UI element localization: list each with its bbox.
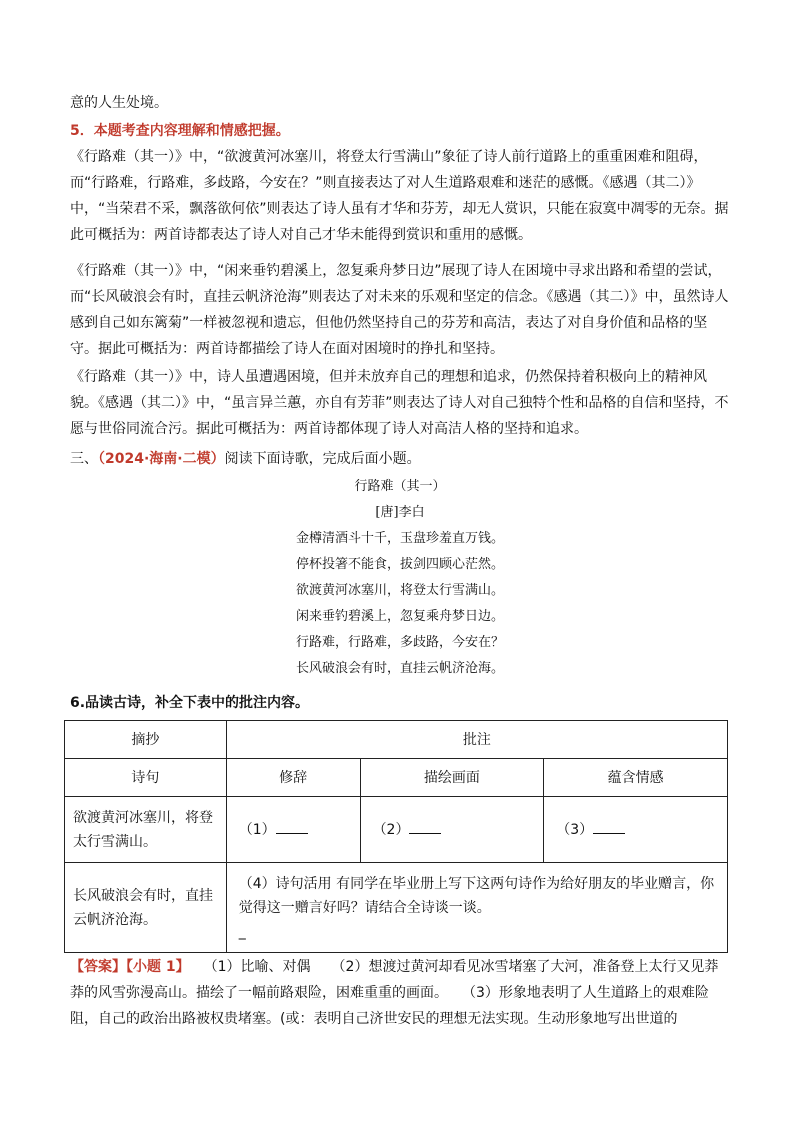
header-line: 诗句 [65,759,227,797]
header-scene: 描绘画面 [360,759,544,797]
section-3-instruction: 阅读下面诗歌，完成后面小题。 [224,451,421,467]
q6-prompt: 6.品读古诗，补全下表中的批注内容。 [70,695,310,711]
row1-blank-2[interactable] [360,797,544,863]
answer-blank [409,819,441,834]
poem-line: 行路难，行路难，多歧路，今安在？ [295,635,504,650]
answer-blank [593,819,625,834]
section-3-prefix: 三、 [70,451,98,467]
row2-dash: _ [238,923,246,940]
poem-line: 欲渡黄河冰塞川，将登太行雪满山。 [295,583,504,598]
section-3-heading [70,446,421,472]
poem-line: 停杯投箸不能食，拔剑四顾心茫然。 [295,557,504,572]
q5-label: 5．本题考查内容理解和情感把握。 [70,123,290,139]
q5-paragraph-2: 《行路难（其一）》中，“闲来垂钓碧溪上，忽复乘舟梦日边”展现了诗人在困境中寻求出路和希望的尝试，而“长风破浪会有时，直挂云帆济沧海”则表达了对未来的乐观和坚定的信念。《感遇（其二）》中，虽然诗人感到自己如东篱菊”一样被忽视和遗忘，但他仍然坚持自己的芬芳和高洁，表达了对自身价值和品格的坚守。据此可概括为：两首诗都描绘了诗人在面对困境时的挣扎和坚持。 [70,263,729,357]
answer-blank [276,819,308,834]
row1-blank-3[interactable] [544,797,728,863]
answer-sub: 【小题 1】 [126,959,183,975]
answer-text: （1）比喻、对偶 （2）想渡过黄河却看见冰雪堵塞了大河，准备登上太行又见莽莽的风雪弥漫高山。描绘了一幅前路艰险，困难重重的画面。 （3）形象地表明了人生道路上的艰难险阻，自己的政治出路被权贵堵塞。(或：表明自己济世安民的理想无法实现。生动形象地写出世道的 [70,959,719,1027]
row1-line: 欲渡黄河冰塞川，将登太行雪满山。 [65,797,227,863]
poem-line: 长风破浪会有时，直挂云帆济沧海。 [295,661,504,676]
blank-label: （3） [556,821,594,838]
poem-title: 行路难（其一） [354,479,446,494]
blank-label: （2） [372,821,410,838]
answer-tag: 【答案】 [70,959,126,975]
poem-line: 金樽清酒斗十千，玉盘珍羞直万钱。 [295,531,504,546]
intro-tail: 意的人生处境。 [70,95,168,111]
header-excerpt: 摘抄 [65,721,227,759]
header-rhetoric: 修辞 [226,759,360,797]
section-3-source: （2024·海南·二模） [98,451,225,467]
poem-author: [唐]李白 [375,505,425,520]
row2-note: （4）诗句活用 有同学在毕业册上写下这两句诗作为给好朋友的毕业赠言，你觉得这一赠言好吗？请结合全诗谈一谈。 [238,875,715,916]
answer-block [70,954,730,1032]
annotation-table [64,720,728,953]
poem [70,474,730,682]
q5-paragraph-1: 《行路难（其一）》中，“欲渡黄河冰塞川，将登太行雪满山”象征了诗人前行道路上的重重困难和阻碍，而“行路难，行路难，多歧路，今安在？”则直接表达了对人生道路艰难和迷茫的感慨。《感遇（其二）》中，“当荣君不采，飘落欲何依”则表达了诗人虽有才华和芬芳，却无人赏识，只能在寂寞中凋零的无奈。据此可概括为：两首诗都表达了诗人对自己才华未能得到赏识和重用的感慨。 [70,149,729,243]
row2-note-cell[interactable] [226,863,727,953]
q5-paragraph-3: 《行路难（其一）》中，诗人虽遭遇困境，但并未放弃自己的理想和追求，仍然保持着积极向上的精神风貌。《感遇（其二）》中，“虽言异兰蕙，亦自有芳菲”则表达了诗人对自己独特个性和品格的自信和坚持，不愿与世俗同流合污。据此可概括为：两首诗都体现了诗人对高洁人格的坚持和追求。 [70,369,729,437]
header-annotation: 批注 [226,721,727,759]
header-emotion: 蕴含情感 [544,759,728,797]
poem-line: 闲来垂钓碧溪上，忽复乘舟梦日边。 [295,609,504,624]
row2-line: 长风破浪会有时，直挂云帆济沧海。 [65,863,227,953]
row1-blank-1[interactable] [226,797,360,863]
blank-label: （1） [238,821,276,838]
